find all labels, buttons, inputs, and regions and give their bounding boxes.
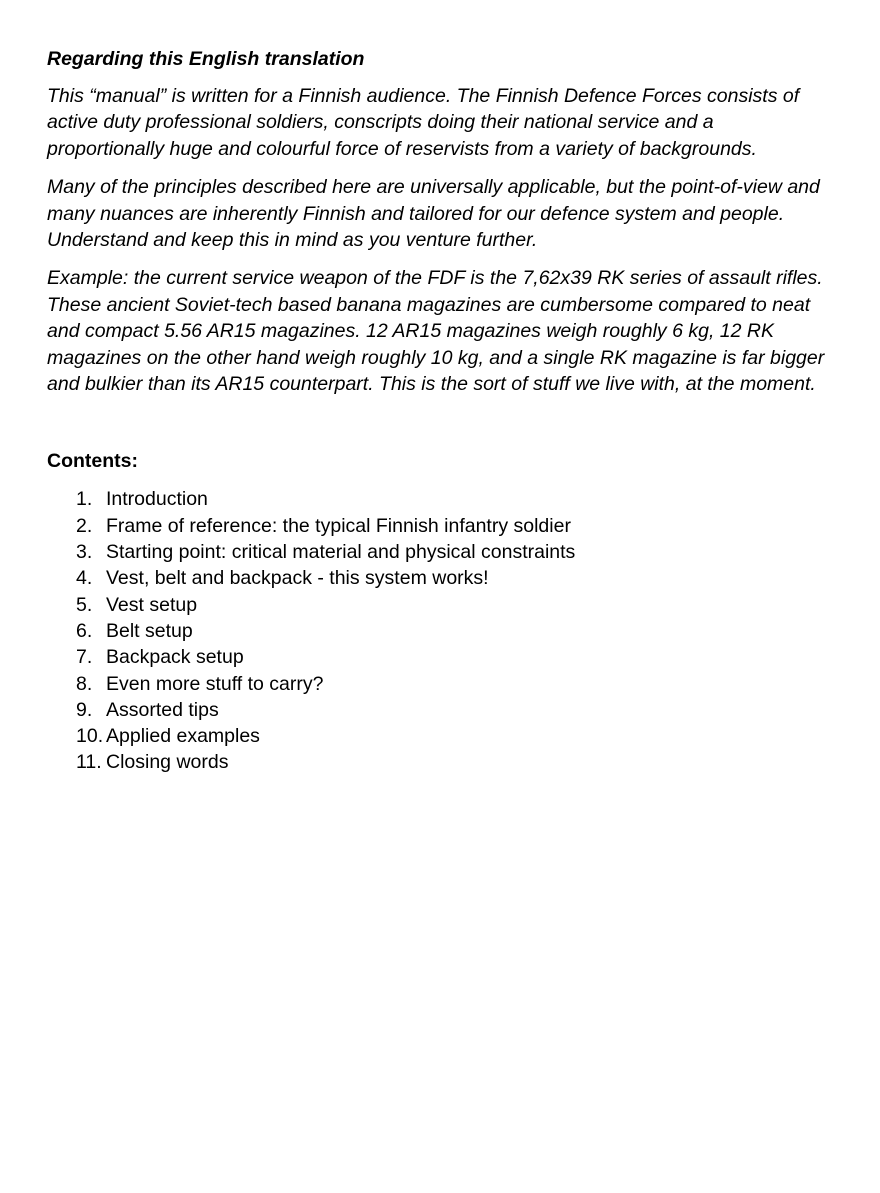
contents-item-label: Frame of reference: the typical Finnish infantry soldier — [106, 514, 571, 537]
contents-item — [47, 671, 847, 697]
contents-item-number: 10. — [76, 725, 104, 748]
contents-item-number: 9. — [76, 698, 93, 721]
paragraph-line: This “manual” is written for a Finnish audience. The Finnish Defence Forces consists of — [47, 85, 800, 107]
paragraph-line: active duty professional soldiers, conscripts doing their national service and a — [47, 111, 714, 134]
contents-item — [47, 644, 847, 670]
contents-item-label: Closing words — [106, 751, 229, 774]
paragraph-line: magazines on the other hand weigh roughly 10 kg, and a single RK magazine is far bigger — [47, 346, 825, 369]
contents-item — [47, 723, 847, 749]
contents-item — [47, 749, 847, 775]
contents-item-label: Vest setup — [106, 593, 198, 616]
contents-title: Contents: — [47, 450, 138, 473]
paragraph-line: proportionally huge and colourful force of reservists from a variety of backgrounds. — [47, 137, 757, 160]
paragraph-line: and bulkier than its AR15 counterpart. This is the sort of stuff we live with, at the moment. — [47, 373, 816, 396]
contents-item-label: Vest, belt and backpack - this system works! — [106, 567, 489, 590]
contents-item — [47, 513, 847, 539]
paragraph-line: and compact 5.56 AR15 magazines. 12 AR15 magazines weigh roughly 6 kg, 12 RK — [47, 320, 774, 343]
contents-item-label: Backpack setup — [106, 646, 244, 669]
paragraph-line: many nuances are inherently Finnish and tailored for our defence system and people. — [47, 202, 785, 225]
paragraph-line: Understand and keep this in mind as you venture further. — [47, 229, 538, 252]
paragraph-principles — [47, 174, 847, 253]
paragraph-example — [47, 265, 847, 397]
paragraph-line: These ancient Soviet-tech based banana magazines are cumbersome compared to neat — [47, 293, 811, 316]
paragraph-line: Many of the principles described here are universally applicable, but the point-of-view and — [47, 176, 820, 199]
section-heading: Regarding this English translation — [47, 48, 365, 70]
contents-item — [47, 539, 847, 565]
paragraph-audience — [47, 83, 847, 162]
contents-item-number: 3. — [76, 541, 93, 564]
document-page — [47, 46, 847, 776]
contents-item — [47, 592, 847, 618]
contents-list — [47, 486, 847, 775]
contents-item — [47, 565, 847, 591]
contents-item-number: 6. — [76, 619, 93, 642]
contents-item-label: Assorted tips — [106, 698, 219, 721]
contents-item-number: 1. — [76, 488, 93, 511]
contents-item-label: Applied examples — [106, 725, 260, 748]
contents-item — [47, 486, 847, 512]
contents-item-number: 11. — [76, 751, 102, 774]
contents-item-label: Belt setup — [106, 619, 193, 642]
contents-item — [47, 618, 847, 644]
contents-item-label: Starting point: critical material and physical constraints — [106, 541, 576, 564]
contents-item-number: 8. — [76, 672, 93, 695]
contents-item-number: 5. — [76, 593, 93, 616]
contents-item-number: 2. — [76, 514, 93, 537]
contents-item-number: 4. — [76, 567, 93, 590]
contents-item-label: Even more stuff to carry? — [106, 672, 324, 695]
contents-item-label: Introduction — [106, 488, 208, 511]
paragraph-line: Example: the current service weapon of the FDF is the 7,62x39 RK series of assault rifles. — [47, 267, 823, 290]
contents-item — [47, 697, 847, 723]
contents-item-number: 7. — [76, 646, 93, 669]
